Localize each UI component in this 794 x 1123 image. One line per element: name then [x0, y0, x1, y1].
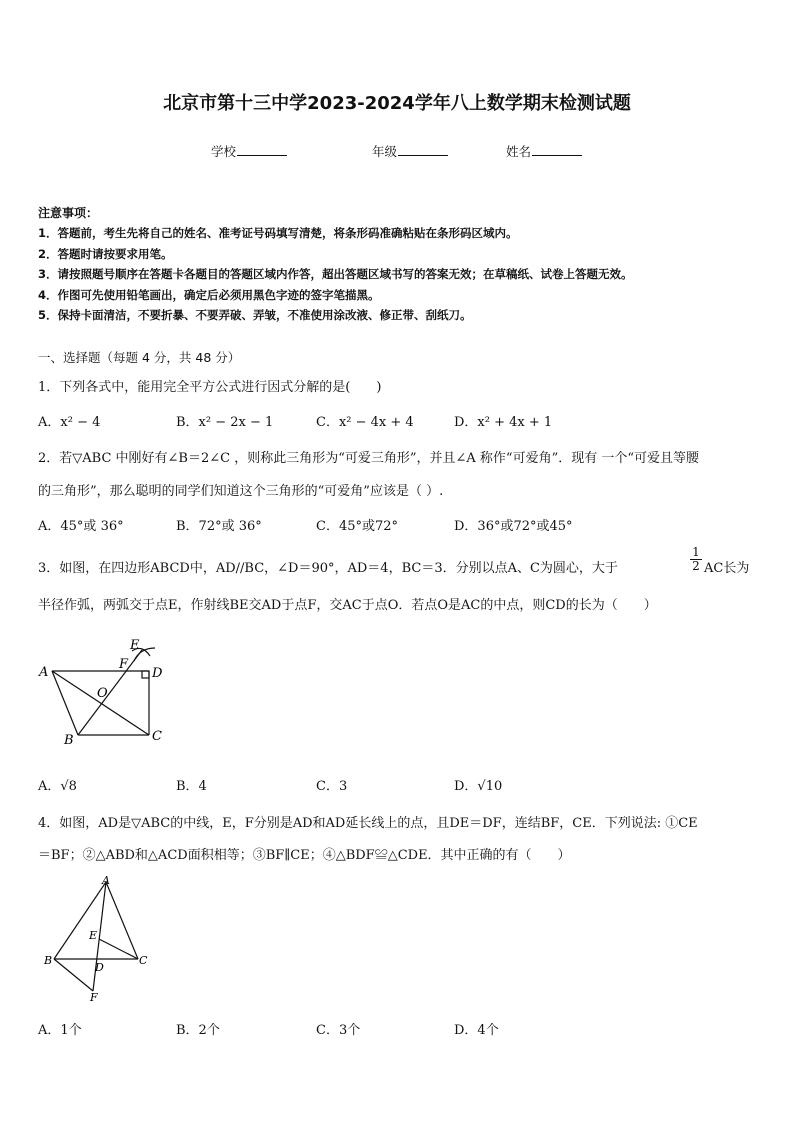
- name-field: [506, 142, 582, 160]
- q1-option-c: C．x² − 4x + 4: [316, 415, 414, 430]
- fraction-numerator: 1: [690, 546, 702, 560]
- q3-option-b: B．4: [176, 779, 207, 794]
- q4-option-b: B．2个: [176, 1023, 220, 1038]
- question-4-line-2: ＝BF；②△ABD和△ACD面积相等；③BF∥CE；④△BDF≌△CDE．其中正确的有（ ）: [38, 848, 571, 863]
- question-4-line-1: 4．如图，AD是▽ABC的中线，E，F分别是AD和AD延长线上的点，且DE＝DF，连结BF，CE．下列说法: ①CE: [38, 816, 698, 831]
- label-e: E: [130, 638, 140, 653]
- label-d: D: [152, 666, 163, 681]
- school-field: [211, 142, 287, 160]
- fraction-denominator: 2: [692, 559, 700, 573]
- question-1-stem: 1．下列各式中，能用完全平方公式进行因式分解的是( ): [38, 380, 382, 395]
- triangle-figure: [40, 872, 160, 1006]
- note-item: 4．作图可先使用铅笔画出，确定后必须用黑色字迹的签字笔描黑。: [38, 288, 380, 302]
- section-heading: 一、选择题（每题 4 分，共 48 分）: [38, 350, 241, 365]
- label-b: B: [44, 954, 53, 967]
- label-e: E: [89, 929, 98, 942]
- note-item: 1．答题前，考生先将自己的姓名、准考证号码填写清楚，将条形码准确粘贴在条形码区域内。: [38, 226, 518, 240]
- q1-option-d: D．x² + 4x + 1: [454, 415, 553, 430]
- fraction-half: [690, 546, 702, 573]
- school-label: 学校: [211, 144, 237, 159]
- label-c: C: [152, 729, 162, 744]
- q4-option-c: C．3个: [316, 1023, 361, 1038]
- question-2-line-1: 2．若▽ABC 中刚好有∠B＝2∠C ，则称此三角形为“可爱三角形”，并且∠A 称作“可爱角”．现有 一个“可爱且等腰: [38, 451, 699, 466]
- question-3-line-1b: AC长为: [704, 561, 750, 576]
- name-blank: [532, 143, 582, 156]
- note-item: 2．答题时请按要求用笔。: [38, 247, 173, 261]
- q1-option-a: A．x² − 4: [38, 415, 101, 430]
- q2-option-d: D．36°或72°或45°: [454, 519, 573, 534]
- page-title: 北京市第十三中学2023-2024学年八上数学期末检测试题: [163, 93, 631, 114]
- notes-heading: 注意事项：: [38, 206, 99, 220]
- note-item: 3．请按照题号顺序在答题卡各题目的答题区域内作答，超出答题区域书写的答案无效；在草稿纸、试卷上答题无效。: [38, 267, 633, 281]
- q3-option-c: C．3: [316, 779, 348, 794]
- quadrilateral-figure: [36, 636, 171, 748]
- q2-option-a: A．45°或 36°: [38, 519, 124, 534]
- name-label: 姓名: [506, 144, 532, 159]
- label-a: A: [102, 874, 110, 887]
- grade-field: [372, 142, 448, 160]
- q2-option-c: C．45°或72°: [316, 519, 399, 534]
- school-blank: [237, 143, 287, 156]
- label-f: F: [119, 657, 129, 672]
- label-a: A: [39, 665, 49, 680]
- question-3-line-1a: 3．如图，在四边形ABCD中，AD//BC，∠D＝90°，AD＝4，BC＝3．分别以点A、C为圆心，大于: [38, 561, 618, 576]
- q2-option-b: B．72°或 36°: [176, 519, 262, 534]
- question-2-line-2: 的三角形”，那么聪明的同学们知道这个三角形的“可爱角”应该是（ ）.: [38, 484, 444, 499]
- label-d: D: [95, 961, 104, 974]
- label-c: C: [139, 954, 148, 967]
- question-3-line-2: 半径作弧，两弧交于点E，作射线BE交AD于点F，交AC于点O．若点O是AC的中点，则CD的长为（ ）: [38, 598, 657, 613]
- q4-option-a: A．1个: [38, 1023, 82, 1038]
- q3-option-d: D．√10: [454, 779, 503, 794]
- note-item: 5．保持卡面清洁，不要折暴、不要弄破、弄皱，不准使用涂改液、修正带、刮纸刀。: [38, 308, 472, 322]
- q3-option-a: A．√8: [38, 779, 77, 794]
- label-b: B: [64, 733, 74, 748]
- q1-option-b: B．x² − 2x − 1: [176, 415, 274, 430]
- label-o: O: [97, 686, 108, 701]
- grade-blank: [398, 143, 448, 156]
- label-f: F: [90, 991, 98, 1004]
- q4-option-d: D．4个: [454, 1023, 499, 1038]
- grade-label: 年级: [372, 144, 398, 159]
